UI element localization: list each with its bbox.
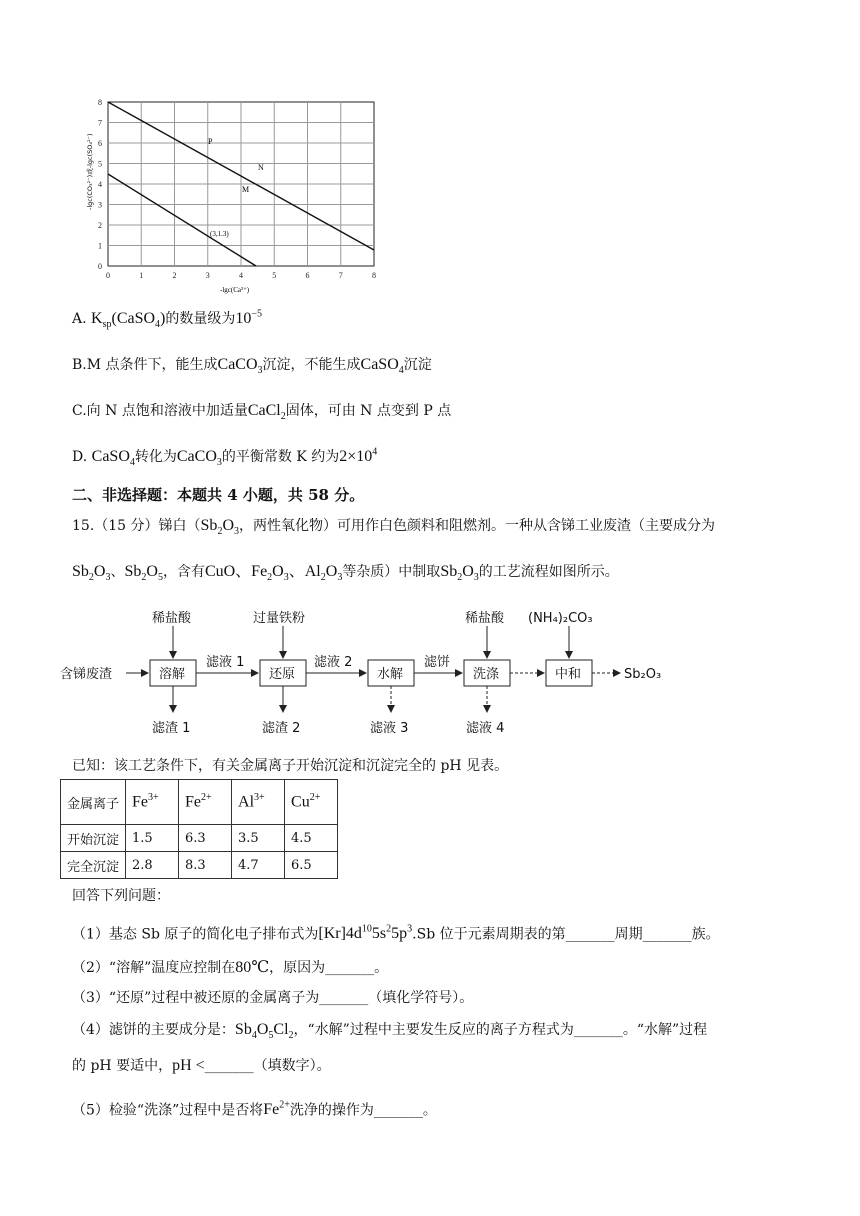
option-c-end: 固体，可由 N 点变到 P 点: [285, 403, 452, 419]
q15-line1-b: ，两性氧化物）可用作白色颜料和阻燃剂。一种从含锑工业废渣（主要成分为: [239, 518, 715, 534]
table-row-label: 开始沉淀: [61, 825, 126, 852]
flow-step-5: 中和: [555, 667, 582, 682]
question-3: （3）“还原”过程中被还原的金属离子为_______（填化学符号）。: [72, 990, 474, 1006]
section-heading: 二、非选择题：本题共 4 小题，共 58 分。: [72, 486, 365, 504]
y-tick-label: 3: [98, 200, 102, 210]
point-m-label: M: [242, 185, 250, 194]
y-tick-label: 1: [98, 241, 102, 251]
y-tick-label: 2: [98, 221, 102, 230]
option-d-prefix: D.: [72, 449, 92, 465]
q15-line2-b: ，含有: [162, 564, 205, 580]
question-4-d: _______（填数字）。: [204, 1058, 331, 1074]
question-1: （1）基态 Sb 原子的简化电子排布式为$[Kr]4d^{10}5s^25p^3.Sb$ 位于元素周期表的第_______周期_______族。: [72, 924, 720, 943]
option-b-mid: 沉淀，不能生成: [262, 357, 361, 373]
option-d: D. CaSO$_4$转化为CaCO$_3$的平衡常数 K 约为$2\times 10^4$: [72, 446, 378, 469]
table-row: [61, 825, 338, 852]
point-p-label: P: [208, 137, 213, 146]
y-tick-label: 7: [98, 118, 102, 128]
option-b: B.M 点条件下，能生成CaCO$_3$沉淀，不能生成CaSO$_4$沉淀: [72, 356, 432, 377]
x-tick-label: 1: [139, 271, 144, 280]
flow-input: 含锑废渣: [60, 667, 113, 682]
option-b-end: 沉淀: [403, 357, 432, 373]
table-row-label: 完全沉淀: [61, 852, 126, 879]
option-a: A. $K_{sp}(CaSO_4)$的数量级为$10^{-5}$: [72, 308, 263, 331]
x-tick-label: 0: [106, 271, 110, 280]
flow-intermediate-3: 滤饼: [424, 655, 451, 670]
table-header-label: 金属离子: [61, 780, 126, 825]
table-cell: 3.5: [232, 825, 285, 852]
flow-step-2: 还原: [269, 667, 296, 682]
table-cell: 4.7: [232, 852, 285, 879]
question-1-b: .Sb 位于元素周期表的第_______周期_______族。: [412, 926, 720, 943]
option-c: C.向 N 点饱和溶液中加适量CaCl$_2$固体，可由 N 点变到 P 点: [72, 402, 452, 423]
x-tick-label: 8: [372, 271, 376, 280]
table-cell: 8.3: [179, 852, 232, 879]
question-5-b: 洗净的操作为_______。: [289, 1102, 437, 1119]
option-d-mid: 转化为: [134, 449, 177, 465]
question-2-b: ，原因为_______。: [269, 960, 389, 976]
ph-table: [60, 779, 338, 879]
question-4-line2: 的 pH 要适中，pH <_______（填数字）。: [72, 1057, 331, 1074]
y-tick-label: 8: [98, 98, 102, 107]
question-4-c: 的 pH 要适中，: [72, 1058, 173, 1074]
x-tick-label: 3: [205, 271, 210, 280]
y-tick-label: 4: [98, 180, 102, 189]
question-1-a: （1）基态 Sb 原子的简化电子排布式为: [72, 926, 319, 943]
flow-residue-3: 滤液 3: [370, 721, 409, 736]
answer-prompt: 回答下列问题：: [72, 888, 170, 904]
q15-line1-a: 15.（15 分）锑白（: [72, 518, 201, 534]
option-d-end: 的平衡常数 K 约为: [221, 449, 340, 465]
table-cell: 2.8: [126, 852, 179, 879]
flow-intermediate-1: 滤液 1: [206, 655, 245, 670]
question-4-b: ，“水解”过程中主要发生反应的离子方程式为_______。“水解”过程: [293, 1022, 708, 1038]
flow-reagent-2: 过量铁粉: [253, 611, 306, 626]
option-a-prefix: A.: [72, 311, 92, 327]
q15-line2-d: 的工艺流程如图所示。: [478, 564, 619, 580]
flow-reagent-3: 稀盐酸: [465, 611, 505, 626]
y-axis-label: -lgc(CO₃²⁻)或-lgc(SO₄²⁻): [86, 133, 94, 210]
table-cell: 4.5: [285, 825, 338, 852]
flow-residue-4: 滤液 4: [466, 721, 505, 736]
process-flow-diagram: [60, 604, 700, 744]
flow-reagent-1: 稀盐酸: [152, 611, 192, 626]
flow-intermediate-2: 滤液 2: [314, 655, 353, 670]
question-5-a: （5）检验“洗涤”过程中是否将: [72, 1102, 264, 1119]
flow-product: Sb₂O₃: [624, 667, 662, 682]
line-lower: [108, 174, 256, 266]
flow-step-1: 溶解: [159, 667, 186, 682]
option-a-text: 的数量级为: [165, 311, 236, 327]
table-ion: $Cu^{2+}$: [285, 780, 338, 825]
flow-residue-2: 滤渣 2: [262, 721, 301, 736]
table-ion: $Al^{3+}$: [232, 780, 285, 825]
question-5: （5）检验“洗涤”过程中是否将$Fe^{2+}$洗净的操作为_______。: [72, 1100, 437, 1119]
question-2-a: （2）“溶解”温度应控制在: [72, 960, 236, 976]
x-tick-label: 2: [172, 271, 177, 280]
known-note: 已知：该工艺条件下，有关金属离子开始沉淀和沉淀完全的 pH 见表。: [72, 758, 509, 774]
option-c-text: C.向 N 点饱和溶液中加适量: [72, 403, 248, 419]
question-2: （2）“溶解”温度应控制在80℃，原因为_______。: [72, 959, 389, 976]
q15-line2-a: 、: [110, 564, 125, 580]
x-tick-label: 7: [338, 271, 343, 280]
q15-line2-c: 等杂质）中制取: [342, 564, 441, 580]
question-4-a: （4）滤饼的主要成分是：: [72, 1022, 235, 1038]
table-cell: 6.5: [285, 852, 338, 879]
point-n-label: N: [258, 163, 264, 172]
table-cell: 1.5: [126, 825, 179, 852]
flow-step-3: 水解: [377, 667, 404, 682]
q15-line1: 15.（15 分）锑白（$Sb_2O_3$，两性氧化物）可用作白色颜料和阻燃剂。一种从含锑工业废渣（主要成分为: [72, 517, 715, 538]
y-tick-label: 5: [98, 159, 102, 169]
table-ion: $Fe^{2+}$: [179, 780, 232, 825]
x-axis-label: -lgc(Ca²⁺): [220, 286, 250, 294]
option-b-text: B.M 点条件下，能生成: [72, 357, 218, 373]
flow-reagent-nh4: (NH₄)₂CO₃: [528, 611, 593, 626]
flow-residue-1: 滤渣 1: [152, 721, 191, 736]
point-coord-label: (3,1.3): [210, 230, 229, 238]
x-tick-label: 6: [305, 271, 310, 280]
table-ion: $Fe^{3+}$: [126, 780, 179, 825]
y-tick-label: 6: [98, 139, 102, 148]
y-tick-label: 0: [98, 262, 102, 271]
table-row: [61, 852, 338, 879]
solubility-graph: [70, 90, 390, 300]
x-tick-label: 5: [272, 271, 277, 280]
q15-line2: $Sb_2O_3$、$Sb_2O_5$，含有CuO、$Fe_2O_3$、$Al_2O_3$等杂质）中制取$Sb_2O_3$的工艺流程如图所示。: [72, 563, 619, 584]
question-4-line1: （4）滤饼的主要成分是：$Sb_4O_5Cl_2$，“水解”过程中主要发生反应的离子方程式为_______。“水解”过程: [72, 1021, 708, 1042]
flow-step-4: 洗涤: [473, 667, 500, 682]
x-tick-label: 4: [239, 271, 243, 280]
table-cell: 6.3: [179, 825, 232, 852]
